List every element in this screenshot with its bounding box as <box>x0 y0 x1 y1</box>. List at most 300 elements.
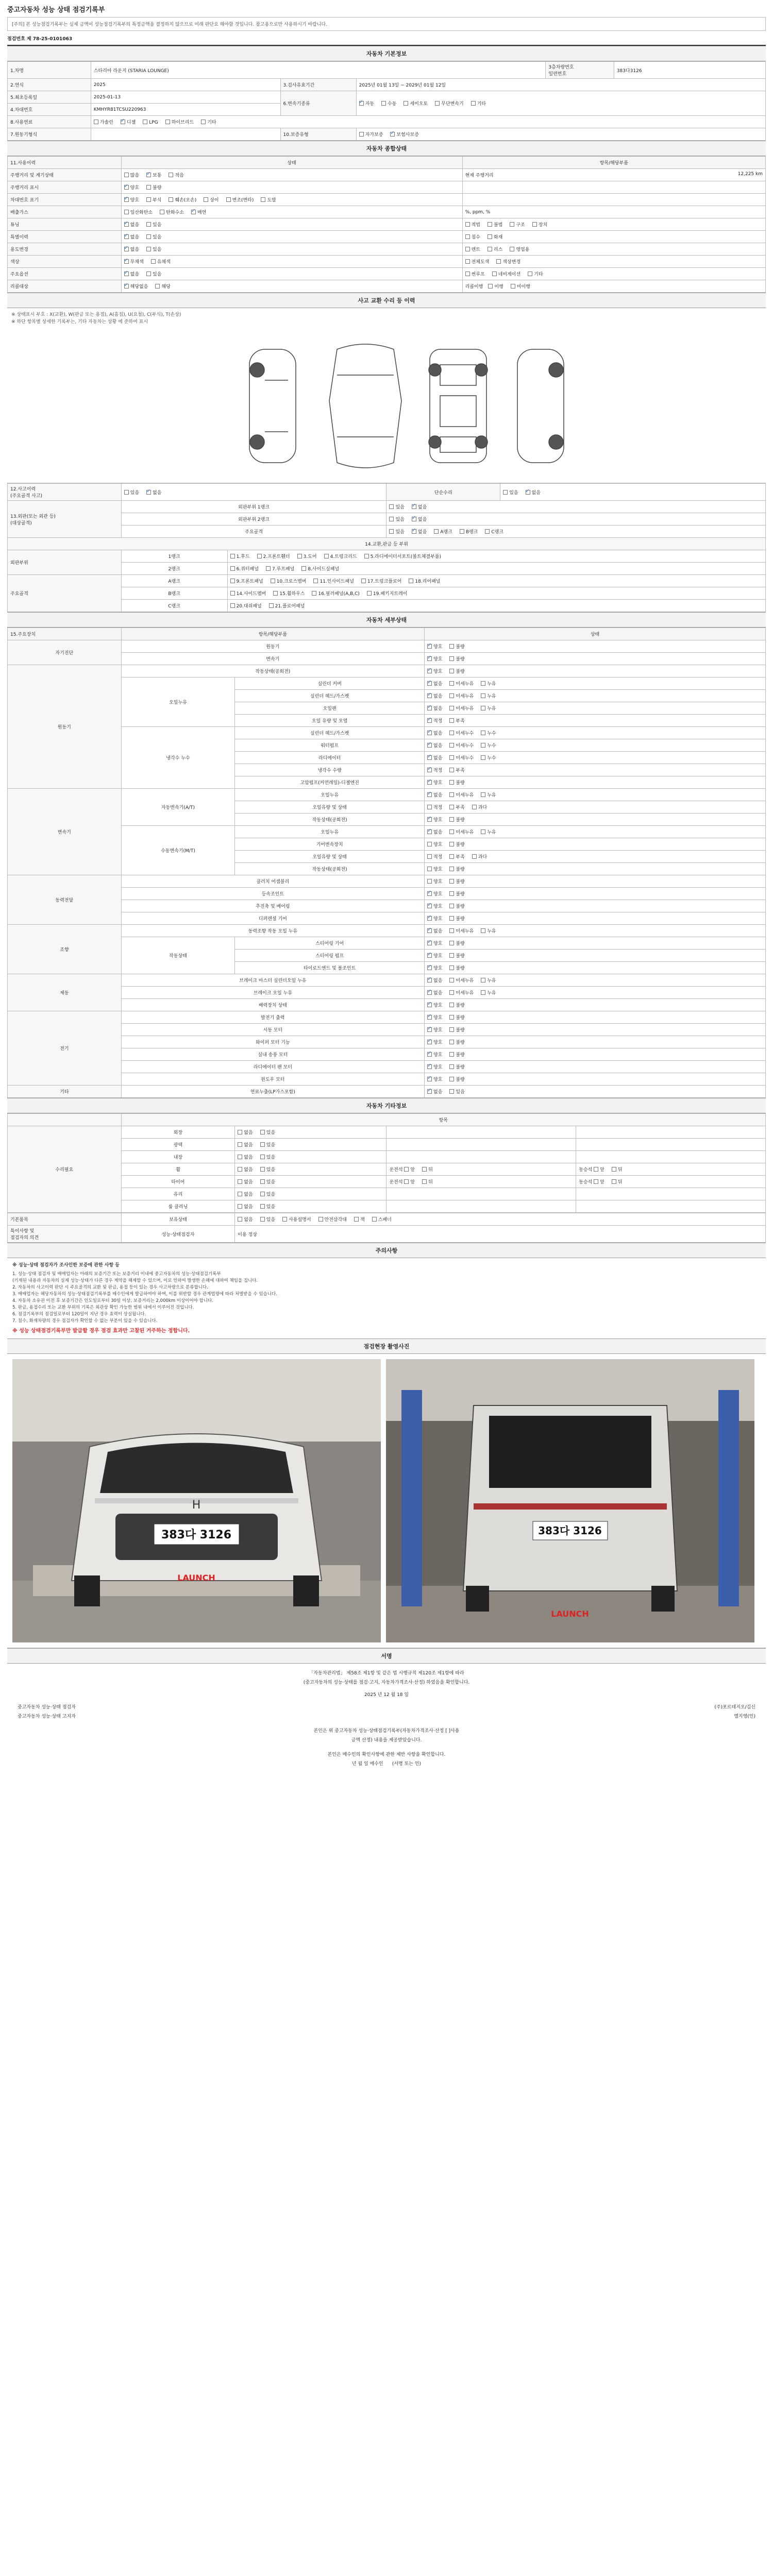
part-option[interactable]: 8.사이드실패널 <box>301 567 339 572</box>
detail-option[interactable]: ✓ 양호 <box>427 941 442 946</box>
checkbox-icon[interactable] <box>449 718 454 723</box>
detail-option[interactable]: 누유 <box>481 929 496 934</box>
detail-option[interactable]: 미세누유 <box>449 978 474 984</box>
detail-option[interactable]: ✓ 양호 <box>427 1065 442 1070</box>
driver-side-option[interactable]: 앞 <box>404 1180 415 1185</box>
detail-option[interactable]: 누유 <box>481 830 496 835</box>
detail-option[interactable]: 누수 <box>481 756 496 761</box>
checkbox-icon[interactable] <box>449 780 454 785</box>
checkbox-icon[interactable] <box>481 990 485 995</box>
detail-option[interactable]: ✓ 양호 <box>427 657 442 662</box>
part-option[interactable]: 5.라디에이터서포트(볼트체결부품) <box>364 554 441 560</box>
detail-option[interactable]: 누유 <box>481 793 496 798</box>
checkbox-icon[interactable] <box>124 185 129 190</box>
checkbox-icon[interactable] <box>449 990 454 995</box>
overall-option[interactable]: ✓ 없음 <box>124 272 139 277</box>
passenger-side-option[interactable]: 앞 <box>594 1180 604 1185</box>
checkbox-icon[interactable] <box>124 259 129 264</box>
checkbox-icon[interactable] <box>427 768 432 772</box>
part-option[interactable]: 11.인사이드패널 <box>313 579 354 584</box>
checkbox-icon[interactable] <box>361 579 366 583</box>
overall-sub-option[interactable]: 불법 <box>488 223 502 228</box>
overall-option[interactable]: 유채색 <box>151 260 171 265</box>
overall-option[interactable]: 변조(변타) <box>226 198 254 203</box>
checkbox-icon[interactable] <box>427 891 432 896</box>
transmission-option[interactable]: 수동 <box>381 101 396 107</box>
detail-option[interactable]: 적정 <box>427 805 442 810</box>
detail-option[interactable]: 적정 <box>427 855 442 860</box>
checkbox-icon[interactable] <box>427 904 432 908</box>
checkbox-icon[interactable] <box>427 867 432 871</box>
checkbox-icon[interactable] <box>146 247 151 251</box>
overall-sub-option[interactable]: 네비게이션 <box>492 272 520 277</box>
detail-option[interactable]: 누수 <box>481 731 496 736</box>
checkbox-icon[interactable] <box>124 284 129 289</box>
overall-sub-option[interactable]: 썬루프 <box>465 272 485 277</box>
other-option[interactable]: 없음 <box>238 1205 253 1210</box>
checkbox-icon[interactable] <box>260 1130 265 1134</box>
checkbox-icon[interactable] <box>121 120 125 124</box>
checkbox-icon[interactable] <box>449 978 454 982</box>
detail-option[interactable]: ✓ 없음 <box>427 830 442 835</box>
checkbox-icon[interactable] <box>465 247 470 251</box>
checkbox-icon[interactable] <box>449 941 454 945</box>
detail-option[interactable]: 양호 <box>427 867 442 872</box>
detail-option[interactable]: 불량 <box>449 1040 464 1045</box>
checkbox-icon[interactable] <box>230 591 235 596</box>
warranty-option[interactable]: 자가보증 <box>359 132 383 138</box>
checkbox-icon[interactable] <box>449 817 454 822</box>
part-option[interactable]: 14.사이드멤버 <box>230 591 266 597</box>
detail-option[interactable]: 누유 <box>481 694 496 699</box>
checkbox-icon[interactable] <box>465 234 470 239</box>
passenger-side-option[interactable]: 뒤 <box>612 1180 623 1185</box>
checkbox-icon[interactable] <box>427 1077 432 1081</box>
fuel-option[interactable]: 하이브리드 <box>165 120 194 125</box>
checkbox-icon[interactable] <box>404 1179 409 1184</box>
checkbox-icon[interactable] <box>427 928 432 933</box>
fuel-option[interactable]: 기타 <box>201 120 216 125</box>
detail-option[interactable]: ✓ 없음 <box>427 991 442 996</box>
checkbox-icon[interactable] <box>372 1217 377 1222</box>
overall-option[interactable]: 적음 <box>169 173 183 178</box>
checkbox-icon[interactable] <box>124 210 129 214</box>
overall-sub-option[interactable]: 전체도색 <box>465 260 490 265</box>
checkbox-icon[interactable] <box>238 1130 242 1134</box>
checkbox-icon[interactable] <box>238 1142 242 1147</box>
checkbox-icon[interactable] <box>449 1089 454 1094</box>
checkbox-icon[interactable] <box>427 718 432 723</box>
overall-sub-option[interactable]: 미이행 <box>511 284 530 290</box>
checkbox-icon[interactable] <box>169 173 173 177</box>
accident-option[interactable]: ✓ 없음 <box>146 490 161 496</box>
fuel-option[interactable]: ✓ 디젤 <box>121 120 136 125</box>
detail-option[interactable]: 부족 <box>449 768 464 773</box>
basic-item-option[interactable]: 없음 <box>238 1217 253 1223</box>
overall-option[interactable]: ✓ 양호 <box>124 185 139 191</box>
checkbox-icon[interactable] <box>169 197 173 202</box>
checkbox-icon[interactable] <box>260 1217 265 1222</box>
other-option[interactable]: 없음 <box>238 1130 253 1136</box>
checkbox-icon[interactable] <box>146 234 151 239</box>
fuel-option[interactable]: 가솔린 <box>94 120 113 125</box>
checkbox-icon[interactable] <box>318 1217 323 1222</box>
checkbox-icon[interactable] <box>449 1052 454 1057</box>
checkbox-icon[interactable] <box>481 693 485 698</box>
checkbox-icon[interactable] <box>449 829 454 834</box>
checkbox-icon[interactable] <box>409 579 413 583</box>
part-option[interactable]: 7.루프패널 <box>266 567 294 572</box>
detail-option[interactable]: 미세누유 <box>449 682 474 687</box>
overall-sub-option[interactable]: 이행 <box>488 284 503 290</box>
checkbox-icon[interactable] <box>449 656 454 661</box>
detail-option[interactable]: 불량 <box>449 1065 464 1070</box>
detail-option[interactable]: ✓ 양호 <box>427 645 442 650</box>
part-option[interactable]: 16.필러패널(A,B,C) <box>312 591 359 597</box>
other-option[interactable]: 있음 <box>260 1167 275 1173</box>
checkbox-icon[interactable] <box>427 1052 432 1057</box>
overall-option[interactable]: 도말 <box>261 198 276 203</box>
checkbox-icon[interactable] <box>422 1167 427 1172</box>
other-option[interactable]: 없음 <box>238 1143 253 1148</box>
checkbox-icon[interactable] <box>427 681 432 686</box>
overall-option[interactable]: 불량 <box>146 185 161 191</box>
checkbox-icon[interactable] <box>191 210 196 214</box>
checkbox-icon[interactable] <box>146 197 151 202</box>
checkbox-icon[interactable] <box>427 965 432 970</box>
part-option[interactable]: 20.대쉬패널 <box>230 604 262 609</box>
checkbox-icon[interactable] <box>313 579 318 583</box>
checkbox-icon[interactable] <box>230 554 235 558</box>
checkbox-icon[interactable] <box>230 579 235 583</box>
frame-rank-option[interactable]: B랭크 <box>460 530 478 535</box>
overall-option[interactable]: 해당 <box>155 284 170 290</box>
transmission-option[interactable]: 세미오토 <box>404 101 428 107</box>
checkbox-icon[interactable] <box>359 101 364 106</box>
checkbox-icon[interactable] <box>230 603 235 608</box>
checkbox-icon[interactable] <box>204 197 208 202</box>
checkbox-icon[interactable] <box>612 1179 616 1184</box>
detail-option[interactable]: ✓ 없음 <box>427 793 442 798</box>
checkbox-icon[interactable] <box>427 1040 432 1044</box>
overall-option[interactable]: 있음 <box>146 272 161 277</box>
checkbox-icon[interactable] <box>427 743 432 748</box>
other-option[interactable]: 없음 <box>238 1167 253 1173</box>
overall-sub-option[interactable]: 기타 <box>528 272 543 277</box>
checkbox-icon[interactable] <box>260 1204 265 1209</box>
checkbox-icon[interactable] <box>427 953 432 958</box>
detail-option[interactable]: ✓ 없음 <box>427 682 442 687</box>
checkbox-icon[interactable] <box>390 132 395 137</box>
passenger-side-option[interactable]: 뒤 <box>612 1167 623 1173</box>
overall-sub-option[interactable]: 침수 <box>465 235 480 240</box>
checkbox-icon[interactable] <box>449 792 454 797</box>
checkbox-icon[interactable] <box>364 554 369 558</box>
checkbox-icon[interactable] <box>488 234 492 239</box>
detail-option[interactable]: ✓ 양호 <box>427 1053 442 1058</box>
checkbox-icon[interactable] <box>260 1142 265 1147</box>
checkbox-icon[interactable] <box>404 1167 409 1172</box>
fuel-option[interactable]: LPG <box>143 120 158 125</box>
outer-rank2-option[interactable]: 있음 <box>389 517 404 522</box>
overall-option[interactable]: ✓ 매연 <box>191 210 206 215</box>
checkbox-icon[interactable] <box>155 284 160 289</box>
detail-option[interactable]: 불량 <box>449 818 464 823</box>
overall-option[interactable]: ✓ 해당없음 <box>124 284 148 290</box>
detail-option[interactable]: 있음 <box>449 1090 464 1095</box>
detail-option[interactable]: ✓ 양호 <box>427 954 442 959</box>
overall-option[interactable]: 탄화수소 <box>160 210 184 215</box>
overall-option[interactable]: 있음 <box>146 235 161 240</box>
detail-option[interactable]: 불량 <box>449 1028 464 1033</box>
detail-option[interactable]: 미세누수 <box>449 731 474 736</box>
overall-option[interactable]: 많음 <box>124 173 139 178</box>
checkbox-icon[interactable] <box>354 1217 359 1222</box>
overall-option[interactable]: 부식 <box>146 198 161 203</box>
checkbox-icon[interactable] <box>427 1089 432 1094</box>
outer-rank1-option[interactable]: 있음 <box>389 505 404 510</box>
detail-option[interactable]: 누유 <box>481 682 496 687</box>
checkbox-icon[interactable] <box>427 706 432 710</box>
checkbox-icon[interactable] <box>449 891 454 896</box>
other-option[interactable]: 있음 <box>260 1205 275 1210</box>
overall-option[interactable]: ✓ 없음 <box>124 247 139 252</box>
detail-option[interactable]: 불량 <box>449 867 464 872</box>
part-option[interactable]: 17.트렁크플로어 <box>361 579 401 584</box>
overall-option[interactable]: ✓ 없음 <box>124 235 139 240</box>
checkbox-icon[interactable] <box>151 259 156 264</box>
detail-option[interactable]: 불량 <box>449 1077 464 1082</box>
transmission-option[interactable]: 무단변속기 <box>435 101 463 107</box>
checkbox-icon[interactable] <box>449 1077 454 1081</box>
checkbox-icon[interactable] <box>449 1015 454 1020</box>
checkbox-icon[interactable] <box>238 1217 242 1222</box>
checkbox-icon[interactable] <box>427 805 432 809</box>
checkbox-icon[interactable] <box>427 755 432 760</box>
transmission-option[interactable]: ✓ 자동 <box>359 101 374 107</box>
detail-option[interactable]: 누수 <box>481 743 496 749</box>
checkbox-icon[interactable] <box>449 1040 454 1044</box>
checkbox-icon[interactable] <box>471 101 476 106</box>
checkbox-icon[interactable] <box>238 1167 242 1172</box>
checkbox-icon[interactable] <box>532 222 537 227</box>
checkbox-icon[interactable] <box>412 504 416 509</box>
checkbox-icon[interactable] <box>124 197 129 202</box>
checkbox-icon[interactable] <box>427 1064 432 1069</box>
accident-option[interactable]: 있음 <box>124 490 139 496</box>
detail-option[interactable]: 누유 <box>481 991 496 996</box>
outer-rank2-option[interactable]: ✓ 없음 <box>412 517 427 522</box>
transmission-option[interactable]: 기타 <box>471 101 486 107</box>
checkbox-icon[interactable] <box>427 644 432 649</box>
checkbox-icon[interactable] <box>594 1167 598 1172</box>
checkbox-icon[interactable] <box>481 978 485 982</box>
checkbox-icon[interactable] <box>481 681 485 686</box>
checkbox-icon[interactable] <box>427 829 432 834</box>
overall-sub-option[interactable]: 적법 <box>465 223 480 228</box>
overall-option[interactable]: 훼손(오손) <box>169 198 196 203</box>
detail-option[interactable]: ✓ 양호 <box>427 1015 442 1021</box>
warranty-option[interactable]: ✓ 보험사보증 <box>390 132 418 138</box>
checkbox-icon[interactable] <box>510 222 514 227</box>
checkbox-icon[interactable] <box>481 743 485 748</box>
checkbox-icon[interactable] <box>226 197 231 202</box>
detail-option[interactable]: 누유 <box>481 978 496 984</box>
detail-option[interactable]: 불량 <box>449 954 464 959</box>
checkbox-icon[interactable] <box>165 120 170 124</box>
checkbox-icon[interactable] <box>481 928 485 933</box>
checkbox-icon[interactable] <box>449 693 454 698</box>
checkbox-icon[interactable] <box>526 490 530 495</box>
checkbox-icon[interactable] <box>94 120 98 124</box>
detail-option[interactable]: 불량 <box>449 917 464 922</box>
detail-option[interactable]: 불량 <box>449 645 464 650</box>
detail-option[interactable]: 미세누유 <box>449 793 474 798</box>
part-option[interactable]: 21.플로어패널 <box>269 604 305 609</box>
checkbox-icon[interactable] <box>449 867 454 871</box>
checkbox-icon[interactable] <box>449 706 454 710</box>
checkbox-icon[interactable] <box>238 1204 242 1209</box>
detail-option[interactable]: 부족 <box>449 805 464 810</box>
checkbox-icon[interactable] <box>238 1155 242 1159</box>
checkbox-icon[interactable] <box>449 1064 454 1069</box>
checkbox-icon[interactable] <box>449 644 454 649</box>
overall-sub-option[interactable]: 화재 <box>488 235 502 240</box>
checkbox-icon[interactable] <box>427 731 432 735</box>
part-option[interactable]: 4.트렁크리드 <box>324 554 357 560</box>
detail-option[interactable]: ✓ 없음 <box>427 929 442 934</box>
checkbox-icon[interactable] <box>124 272 129 276</box>
checkbox-icon[interactable] <box>449 669 454 673</box>
driver-side-option[interactable]: 뒤 <box>422 1167 433 1173</box>
other-option[interactable]: 있음 <box>260 1130 275 1136</box>
detail-option[interactable]: 누유 <box>481 706 496 711</box>
main-frame-option[interactable]: ✓ 없음 <box>412 530 427 535</box>
checkbox-icon[interactable] <box>427 854 432 859</box>
checkbox-icon[interactable] <box>269 603 274 608</box>
checkbox-icon[interactable] <box>488 284 493 289</box>
detail-option[interactable]: ✓ 양호 <box>427 904 442 909</box>
overall-option[interactable]: 있음 <box>146 247 161 252</box>
basic-item-option[interactable]: 스패너 <box>372 1217 392 1223</box>
checkbox-icon[interactable] <box>404 101 408 106</box>
detail-option[interactable]: 불량 <box>449 892 464 897</box>
checkbox-icon[interactable] <box>427 916 432 921</box>
checkbox-icon[interactable] <box>301 566 306 571</box>
checkbox-icon[interactable] <box>427 1003 432 1007</box>
overall-option[interactable]: ✓ 무채색 <box>124 260 144 265</box>
passenger-side-option[interactable]: 앞 <box>594 1167 604 1173</box>
checkbox-icon[interactable] <box>465 259 470 264</box>
checkbox-icon[interactable] <box>449 928 454 933</box>
checkbox-icon[interactable] <box>201 120 206 124</box>
checkbox-icon[interactable] <box>412 517 416 521</box>
checkbox-icon[interactable] <box>449 768 454 772</box>
checkbox-icon[interactable] <box>472 805 477 809</box>
driver-side-option[interactable]: 앞 <box>404 1167 415 1173</box>
detail-option[interactable]: ✓ 없음 <box>427 1090 442 1095</box>
checkbox-icon[interactable] <box>496 259 501 264</box>
checkbox-icon[interactable] <box>271 579 275 583</box>
detail-option[interactable]: ✓ 없음 <box>427 743 442 749</box>
detail-option[interactable]: ✓ 없음 <box>427 694 442 699</box>
part-option[interactable]: 2.프론트휀더 <box>257 554 290 560</box>
checkbox-icon[interactable] <box>594 1179 598 1184</box>
checkbox-icon[interactable] <box>449 842 454 846</box>
checkbox-icon[interactable] <box>124 173 129 177</box>
detail-option[interactable]: 불량 <box>449 904 464 909</box>
checkbox-icon[interactable] <box>146 490 151 495</box>
checkbox-icon[interactable] <box>381 101 386 106</box>
basic-item-option[interactable]: 있음 <box>260 1217 275 1223</box>
overall-option[interactable]: ✓ 보통 <box>146 173 161 178</box>
detail-option[interactable]: ✓ 양호 <box>427 818 442 823</box>
checkbox-icon[interactable] <box>260 1167 265 1172</box>
checkbox-icon[interactable] <box>434 529 439 534</box>
overall-option[interactable]: 상이 <box>204 198 219 203</box>
checkbox-icon[interactable] <box>324 554 329 558</box>
detail-option[interactable]: 미세누수 <box>449 743 474 749</box>
detail-option[interactable]: 불량 <box>449 669 464 674</box>
other-option[interactable]: 있음 <box>260 1192 275 1197</box>
detail-option[interactable]: ✓ 양호 <box>427 1077 442 1082</box>
overall-sub-option[interactable]: 리스 <box>488 247 502 252</box>
checkbox-icon[interactable] <box>389 529 394 534</box>
detail-option[interactable]: 불량 <box>449 1015 464 1021</box>
checkbox-icon[interactable] <box>528 272 532 276</box>
checkbox-icon[interactable] <box>257 554 262 558</box>
checkbox-icon[interactable] <box>124 234 129 239</box>
checkbox-icon[interactable] <box>146 173 151 177</box>
outer-rank1-option[interactable]: ✓ 없음 <box>412 505 427 510</box>
checkbox-icon[interactable] <box>124 490 129 495</box>
checkbox-icon[interactable] <box>124 222 129 227</box>
detail-option[interactable]: 미세누유 <box>449 706 474 711</box>
checkbox-icon[interactable] <box>449 1003 454 1007</box>
checkbox-icon[interactable] <box>367 591 372 596</box>
part-option[interactable]: 18.리어패널 <box>409 579 440 584</box>
detail-option[interactable]: ✓ 없음 <box>427 978 442 984</box>
checkbox-icon[interactable] <box>146 222 151 227</box>
checkbox-icon[interactable] <box>427 656 432 661</box>
overall-option[interactable]: ✓ 양호 <box>124 198 139 203</box>
detail-option[interactable]: 불량 <box>449 966 464 971</box>
checkbox-icon[interactable] <box>435 101 440 106</box>
checkbox-icon[interactable] <box>261 197 265 202</box>
basic-item-option[interactable]: 잭 <box>354 1217 365 1223</box>
overall-sub2-option[interactable]: 구조 <box>510 223 525 228</box>
detail-option[interactable]: 부족 <box>449 855 464 860</box>
simple-repair-option[interactable]: 있음 <box>503 490 518 496</box>
checkbox-icon[interactable] <box>485 529 490 534</box>
checkbox-icon[interactable] <box>427 978 432 982</box>
checkbox-icon[interactable] <box>427 941 432 945</box>
detail-option[interactable]: 미세누유 <box>449 830 474 835</box>
checkbox-icon[interactable] <box>449 953 454 958</box>
checkbox-icon[interactable] <box>427 780 432 785</box>
checkbox-icon[interactable] <box>612 1167 616 1172</box>
checkbox-icon[interactable] <box>449 916 454 921</box>
checkbox-icon[interactable] <box>460 529 464 534</box>
frame-rank-option[interactable]: A랭크 <box>434 530 452 535</box>
checkbox-icon[interactable] <box>422 1179 427 1184</box>
checkbox-icon[interactable] <box>427 669 432 673</box>
detail-option[interactable]: 과다 <box>472 805 487 810</box>
detail-option[interactable]: 불량 <box>449 657 464 662</box>
overall-option[interactable]: 있음 <box>146 223 161 228</box>
other-option[interactable]: 없음 <box>238 1180 253 1185</box>
checkbox-icon[interactable] <box>449 1027 454 1032</box>
